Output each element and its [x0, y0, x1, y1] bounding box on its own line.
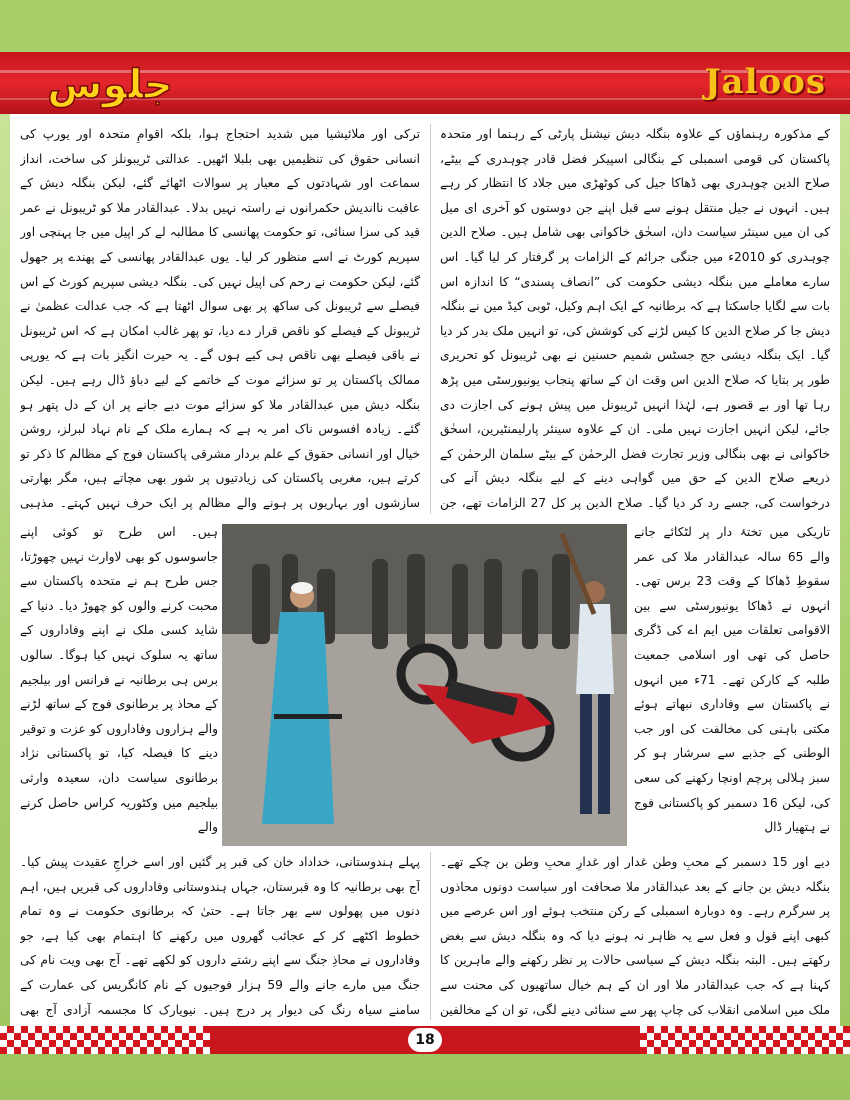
article-column-bottom-right: دیے اور 15 دسمبر کے محبِ وطن غدار اور غدارِ محبِ وطن بن چکے تھے۔ بنگلہ دیش بن جانے کے بعد عبدالقادر ملا صحافت اور سیاست دونوں محاذوں پر سرگرم رہے۔ وہ دوبارہ اسمبلی کے رکن منتخب ہوئے اور اس عرصے میں کبھی اپنے قول و فعل سے یہ ظاہر نہ ہونے دیا کہ وہ بنگلہ دیش سے بغض رکھتے ہیں۔ البتہ بنگلہ دیش کے سیاسی حالات پر نظر رکھنے والے ماہرین کا کہنا ہے کہ جب عبدالقادر ملا اور ان کے ہم خیال ساتھیوں کی محنت سے ملک میں اسلامی انقلاب کی چاپ پھر سے سنائی دینے لگی، تو ان کے مخالفین — [440, 855, 830, 1017]
masthead-title-en: Jaloos — [704, 62, 826, 102]
photo-illustration — [222, 524, 627, 846]
page-number: 18 — [408, 1028, 442, 1052]
article-column-beside-photo-left: ہیں۔ اس طرح تو کوئی اپنے جاسوسوں کو بھی لاوارث نہیں چھوڑتا، جس طرح ہم نے متحدہ پاکستان سے محبت کرنے والوں کو چھوڑ دیا۔ دنیا کے شاید کسی ملک نے اپنے وفاداروں کے ساتھ یہ سلوک نہیں کیا ہوگا۔ سالوں برس ہی برطانیہ نے فرانس اور بیلجیم کے محاذ پر برطانوی فوج کے ساتھ لڑنے والے ہزاروں وفاداروں کو عزت و توقیر دینے کا فیصلہ کیا، تو پاکستانی نژاد برطانوی سیاست دان، سعیدہ وارثی بیلجیم میں وکٹوریہ کراس حاصل کرنے والے — [20, 525, 218, 835]
footer-checker-pattern-right — [640, 1026, 850, 1054]
column-divider — [430, 124, 431, 514]
article-column-left: ترکی اور ملائیشیا میں شدید احتجاج ہوا، بلکہ اقوامِ متحدہ اور یورپ کی انسانی حقوق کی تنظیمیں بھی بلبلا اٹھیں۔ عدالتی ٹریبونلز کی ساخت، انداز سماعت اور شہادتوں کے معیار پر سوالات اٹھائے گئے، لیکن بنگلہ دیش کے عاقبت نااندیش حکمرانوں نے راستہ نہیں بدلا۔ عبدالقادر ملا کو ٹریبونل نے عمر قید کی سزا سنائی، تو حکومت پھانسی کا مطالبہ لے کر اپیل میں جا پہنچی اور سپریم کورٹ نے اسے منظور کر لیا۔ یوں عبدالقادر پھانسی کے پھندے پر جھول گئے، لیکن حکومت نے رحم کی اپیل نہیں کی۔ بنگلہ دیشی سپریم کورٹ کے اس فیصلے سے ٹریبونل کی ساکھ پر بھی سوال اٹھتا ہے کہ جب عدالت عظمیٰ نے ٹریبونل کے فیصلے کو ناقص قرار دے دیا، تو پھر غالب امکان ہے کہ اس ٹریبونل نے باقی فیصلے بھی ناقص ہی کیے ہوں گے۔ یہ حیرت انگیز بات ہے کہ یورپی ممالک پاکستان پر تو سزائے موت کے خاتمے کے لیے دباؤ ڈال رہے ہیں۔ لیکن بنگلہ دیش میں عبدالقادر ملا کو سزائے موت دیے جانے پر ان کے دل پتھر ہو گئے۔ زیادہ افسوس ناک امر یہ ہے کہ ہمارے ملک کے نام نہاد لبرلز، روشن خیال اور انسانی حقوق کے علم بردار مشرقی پاکستان فوج کے مظالم کا ذکر تو کرتے ہیں، مغربی پاکستان کی زیادتیوں پر شور بھی مچاتے ہیں، مگر بھارتی سازشوں اور بہاریوں پر ہونے والے مظالم پر ایک حرف نہیں کہتے۔ مذہبی — [20, 127, 420, 510]
masthead-urdu-text: جلوس — [47, 62, 173, 108]
article-column-right: کے مذکورہ رہنماؤں کے علاوہ بنگلہ دیش نیشنل پارٹی کے رہنما اور متحدہ پاکستان کی قومی اسمبلی کے بنگالی اسپیکر فضل قادر چوہدری کے بیٹے، صلاح الدین چوہدری بھی ڈھاکا جیل کی کوٹھڑی میں جلاد کا انتظار کر رہے ہیں۔ انہوں نے جیل منتقل ہونے سے قبل اپنے جن دوستوں کو آخری ای میل کی ان میں سینئر سیاست دان، اسحٰق خاکوانی بھی شامل ہیں۔ صلاح الدین چوہدری کو 2010ء میں جنگی جرائم کے الزامات پر گرفتار کر لیا گیا۔ اس سارے معاملے میں بنگلہ دیشی حکومت کی ”انصاف پسندی“ کا اندازہ اس بات سے لگایا جاسکتا ہے کہ برطانیہ کے ایک اہم وکیل، ٹوبی کیڈ مین نے بنگلہ دیش جا کر صلاح الدین کا کیس لڑنے کی کوشش کی، تو انہیں ملک بدر کر دیا گیا۔ ایک بنگلہ دیشی جج جسٹس شمیم حسنین نے بھی ٹریبونل کو تحریری طور پر بتایا کہ صلاح الدین اس وقت ان کے ساتھ پنجاب یونیورسٹی میں پڑھ رہا تھا اور بے قصور ہے، لہٰذا انہیں ٹریبونل میں پیش ہونے کی اجازت دی جائے، لیکن انہیں اجازت نہیں ملی۔ ان کے علاوہ سینئر پارلیمنٹیرین، اسحٰق خاکوانی نے بھی بنگالی وزیر تجارت فضل الرحمٰن کے بیٹے سلمان الرحمٰن کے ذریعے صلاح الدین کے حق میں گواہی دینے کے لیے بنگلہ دیش آنے کی درخواست کی، جسے رد کر دیا گیا۔ صلاح الدین پر کل 27 الزامات تھے، جن — [440, 127, 830, 510]
news-photo-protest — [222, 524, 627, 846]
article-content-area — [10, 114, 840, 1026]
top-strip — [0, 0, 850, 52]
footer-checker-pattern-left — [0, 1026, 210, 1054]
column-divider-bottom — [430, 852, 431, 1020]
article-column-beside-photo-right: تاریکی میں تختۂ دار پر لٹکائے جانے والے 65 سالہ عبدالقادر ملا کی عمر سقوطِ ڈھاکا کے وقت 23 برس تھی۔ انہوں نے ڈھاکا یونیورسٹی سے بین الاقوامی تعلقات میں ایم اے کی ڈگری حاصل کی تھی اور اسلامی جمعیت طلبہ کے کارکن تھے۔ 71ء میں انہوں نے پاکستان سے وفاداری نبھاتے ہوئے مکتی باہنی کی مخالفت کی اور جب الوطنی کے جذبے سے سرشار ہو کر سبز ہلالی پرچم اونچا رکھنے کی سعی کی، لیکن 16 دسمبر کو پاکستانی فوج نے ہتھیار ڈال — [634, 525, 830, 835]
article-column-bottom-left: پہلے ہندوستانی، خداداد خان کی قبر پر گئیں اور اسے خراجِ عقیدت پیش کیا۔ آج بھی برطانیہ کا وہ قبرستان، جہاں ہندوستانی وفاداروں کی قبریں ہیں، اہم دنوں میں پھولوں سے بھر جاتا ہے۔ حتیٰ کہ برطانوی حکومت نے وہ تمام خطوط اکٹھے کر کے عجائب گھروں میں رکھنے کا اہتمام بھی کیا ہے، جو وفاداروں نے محاذِ جنگ سے اپنے رشتے داروں کو لکھے تھے۔ آج بھی ویت نام کی جنگ میں مارے جانے والے 59 ہزار فوجیوں کے نام کانگریس کی عمارت کے سامنے سیاہ رنگ کی دیوار پر درج ہیں۔ نیویارک کا مجسمہ آزادی آج بھی — [20, 855, 420, 1017]
masthead-urdu-logo — [30, 58, 190, 112]
